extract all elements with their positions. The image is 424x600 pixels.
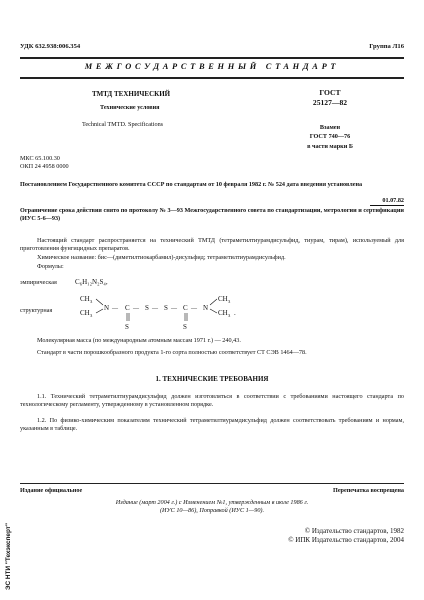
copyright-2004: © ИПК Издательство стандартов, 2004 bbox=[288, 536, 404, 544]
empirical-label: эмпирическая bbox=[20, 279, 57, 286]
formula-s-double-right: S bbox=[183, 323, 187, 331]
limit-removed-text: Ограничение срока действия снято по протоколу № 3—93 Межгосударственного совета по стандартизации, метрологии и сертификации (ИУС 5-6—93) bbox=[20, 207, 404, 222]
top-rule bbox=[20, 57, 404, 59]
formula-n-right: N bbox=[203, 304, 209, 312]
formula-ch3-top-left: CH bbox=[80, 295, 90, 303]
standard-banner: МЕЖГОСУДАРСТВЕННЫЙ СТАНДАРТ bbox=[84, 62, 340, 71]
decree-date: 01.07.82 bbox=[370, 197, 404, 206]
replaced-part: в части марки Б bbox=[307, 143, 353, 150]
footer-rule bbox=[20, 483, 404, 484]
formula-s-double-left: S bbox=[125, 323, 129, 331]
formula-sub3: 3 bbox=[90, 313, 93, 318]
clause-1-1: 1.1. Технический тетраметилтиурамдисульфид должен изготовляться в соответствии с требованиями настоящего стандарта по технологическому регламенту, утвержденному в установленном порядке. bbox=[20, 393, 404, 408]
document-subtitle: Технические условия bbox=[100, 104, 160, 111]
document-title: ТМТД ТЕХНИЧЕСКИЙ bbox=[92, 90, 171, 98]
edition-note-line1: Издание (март 2004 г.) с Изменением №1, утвержденным в июле 1986 г. bbox=[115, 499, 309, 506]
sev-compliance: Стандарт в части порошкообразного продукта 1-го сорта полностью соответствует СТ СЭВ 1464—78. bbox=[37, 349, 307, 356]
formula-c-left: C bbox=[125, 304, 130, 312]
formula-dash: — bbox=[152, 306, 158, 312]
copyright-1982: © Издательство стандартов, 1982 bbox=[304, 527, 404, 535]
side-stamp-text: ЭС НТИ "Техэксперт" bbox=[5, 523, 12, 590]
formula-n-left: N bbox=[104, 304, 110, 312]
formula-end-dot: . bbox=[234, 309, 236, 317]
formula-dash: — bbox=[171, 306, 177, 312]
formulas-label: Формулы: bbox=[37, 263, 64, 270]
formula-dash: — bbox=[112, 306, 118, 312]
empirical-formula: C₆H₁₂N₂S₄, bbox=[75, 278, 108, 286]
formula-ch3-bottom-left: CH bbox=[80, 309, 90, 317]
decree-text: Постановлением Государственного комитета СССР по стандартам от 10 февраля 1982 г. № 524 дата введения установлена bbox=[20, 181, 363, 188]
formula-sub3: 3 bbox=[228, 313, 231, 318]
english-title: Technical TMTD. Specifications bbox=[82, 121, 164, 128]
chemical-name-paragraph: Химическое название: бис—(диметилтиокарбамил)-дисульфид; тетраметилтиурамдисульфид. bbox=[37, 254, 286, 261]
gost-number: 25127—82 bbox=[312, 98, 348, 107]
reprint-prohibited: Перепечатка воспрещена bbox=[333, 487, 404, 494]
structural-label: структурная bbox=[20, 307, 53, 314]
formula-dash: — bbox=[191, 306, 197, 312]
formula-ch3-top-right: CH bbox=[218, 295, 228, 303]
edition-note-line2: (ИУС 10—86), Поправкой (ИУС 1—90). bbox=[159, 507, 265, 514]
scope-paragraph: Настоящий стандарт распространяется на технический ТМТД (тетраметилтиурамдисульфид, тиурам, тирам), используемый для приготовления фунгицидных препаратов. bbox=[20, 237, 404, 252]
formula-sub3: 3 bbox=[228, 299, 231, 304]
replaced-standard: ГОСТ 740—76 bbox=[309, 133, 351, 140]
formula-c-right: C bbox=[183, 304, 188, 312]
side-stamp bbox=[5, 500, 15, 590]
formula-dash: — bbox=[133, 306, 139, 312]
structural-formula bbox=[80, 288, 280, 332]
formula-s2: S bbox=[164, 304, 168, 312]
replace-label: Взамен bbox=[319, 124, 341, 131]
udk-code: УДК 632.938:006.354 bbox=[20, 43, 81, 50]
clause-1-2: 1.2. По физико-химическим показателям технический тетраметилтиурамдисульфид должен соответствовать требованиям и нормам, указанным в таблице. bbox=[20, 417, 404, 432]
molecular-mass: Молекулярная масса (по международным атомным массам 1971 г.) — 240,43. bbox=[37, 337, 241, 344]
official-edition: Издание официальное bbox=[20, 487, 83, 494]
formula-sub3: 3 bbox=[90, 299, 93, 304]
formula-ch3-bottom-right: CH bbox=[218, 309, 228, 317]
section-heading: 1. ТЕХНИЧЕСКИЕ ТРЕБОВАНИЯ bbox=[155, 375, 269, 383]
mks-code: МКС 65.100.30 bbox=[20, 155, 60, 162]
group-code: Группа Л16 bbox=[369, 43, 404, 50]
banner-rule bbox=[20, 77, 404, 79]
gost-label: ГОСТ bbox=[319, 88, 341, 97]
formula-s1: S bbox=[145, 304, 149, 312]
okp-code: ОКП 24 4958 0000 bbox=[20, 163, 69, 170]
